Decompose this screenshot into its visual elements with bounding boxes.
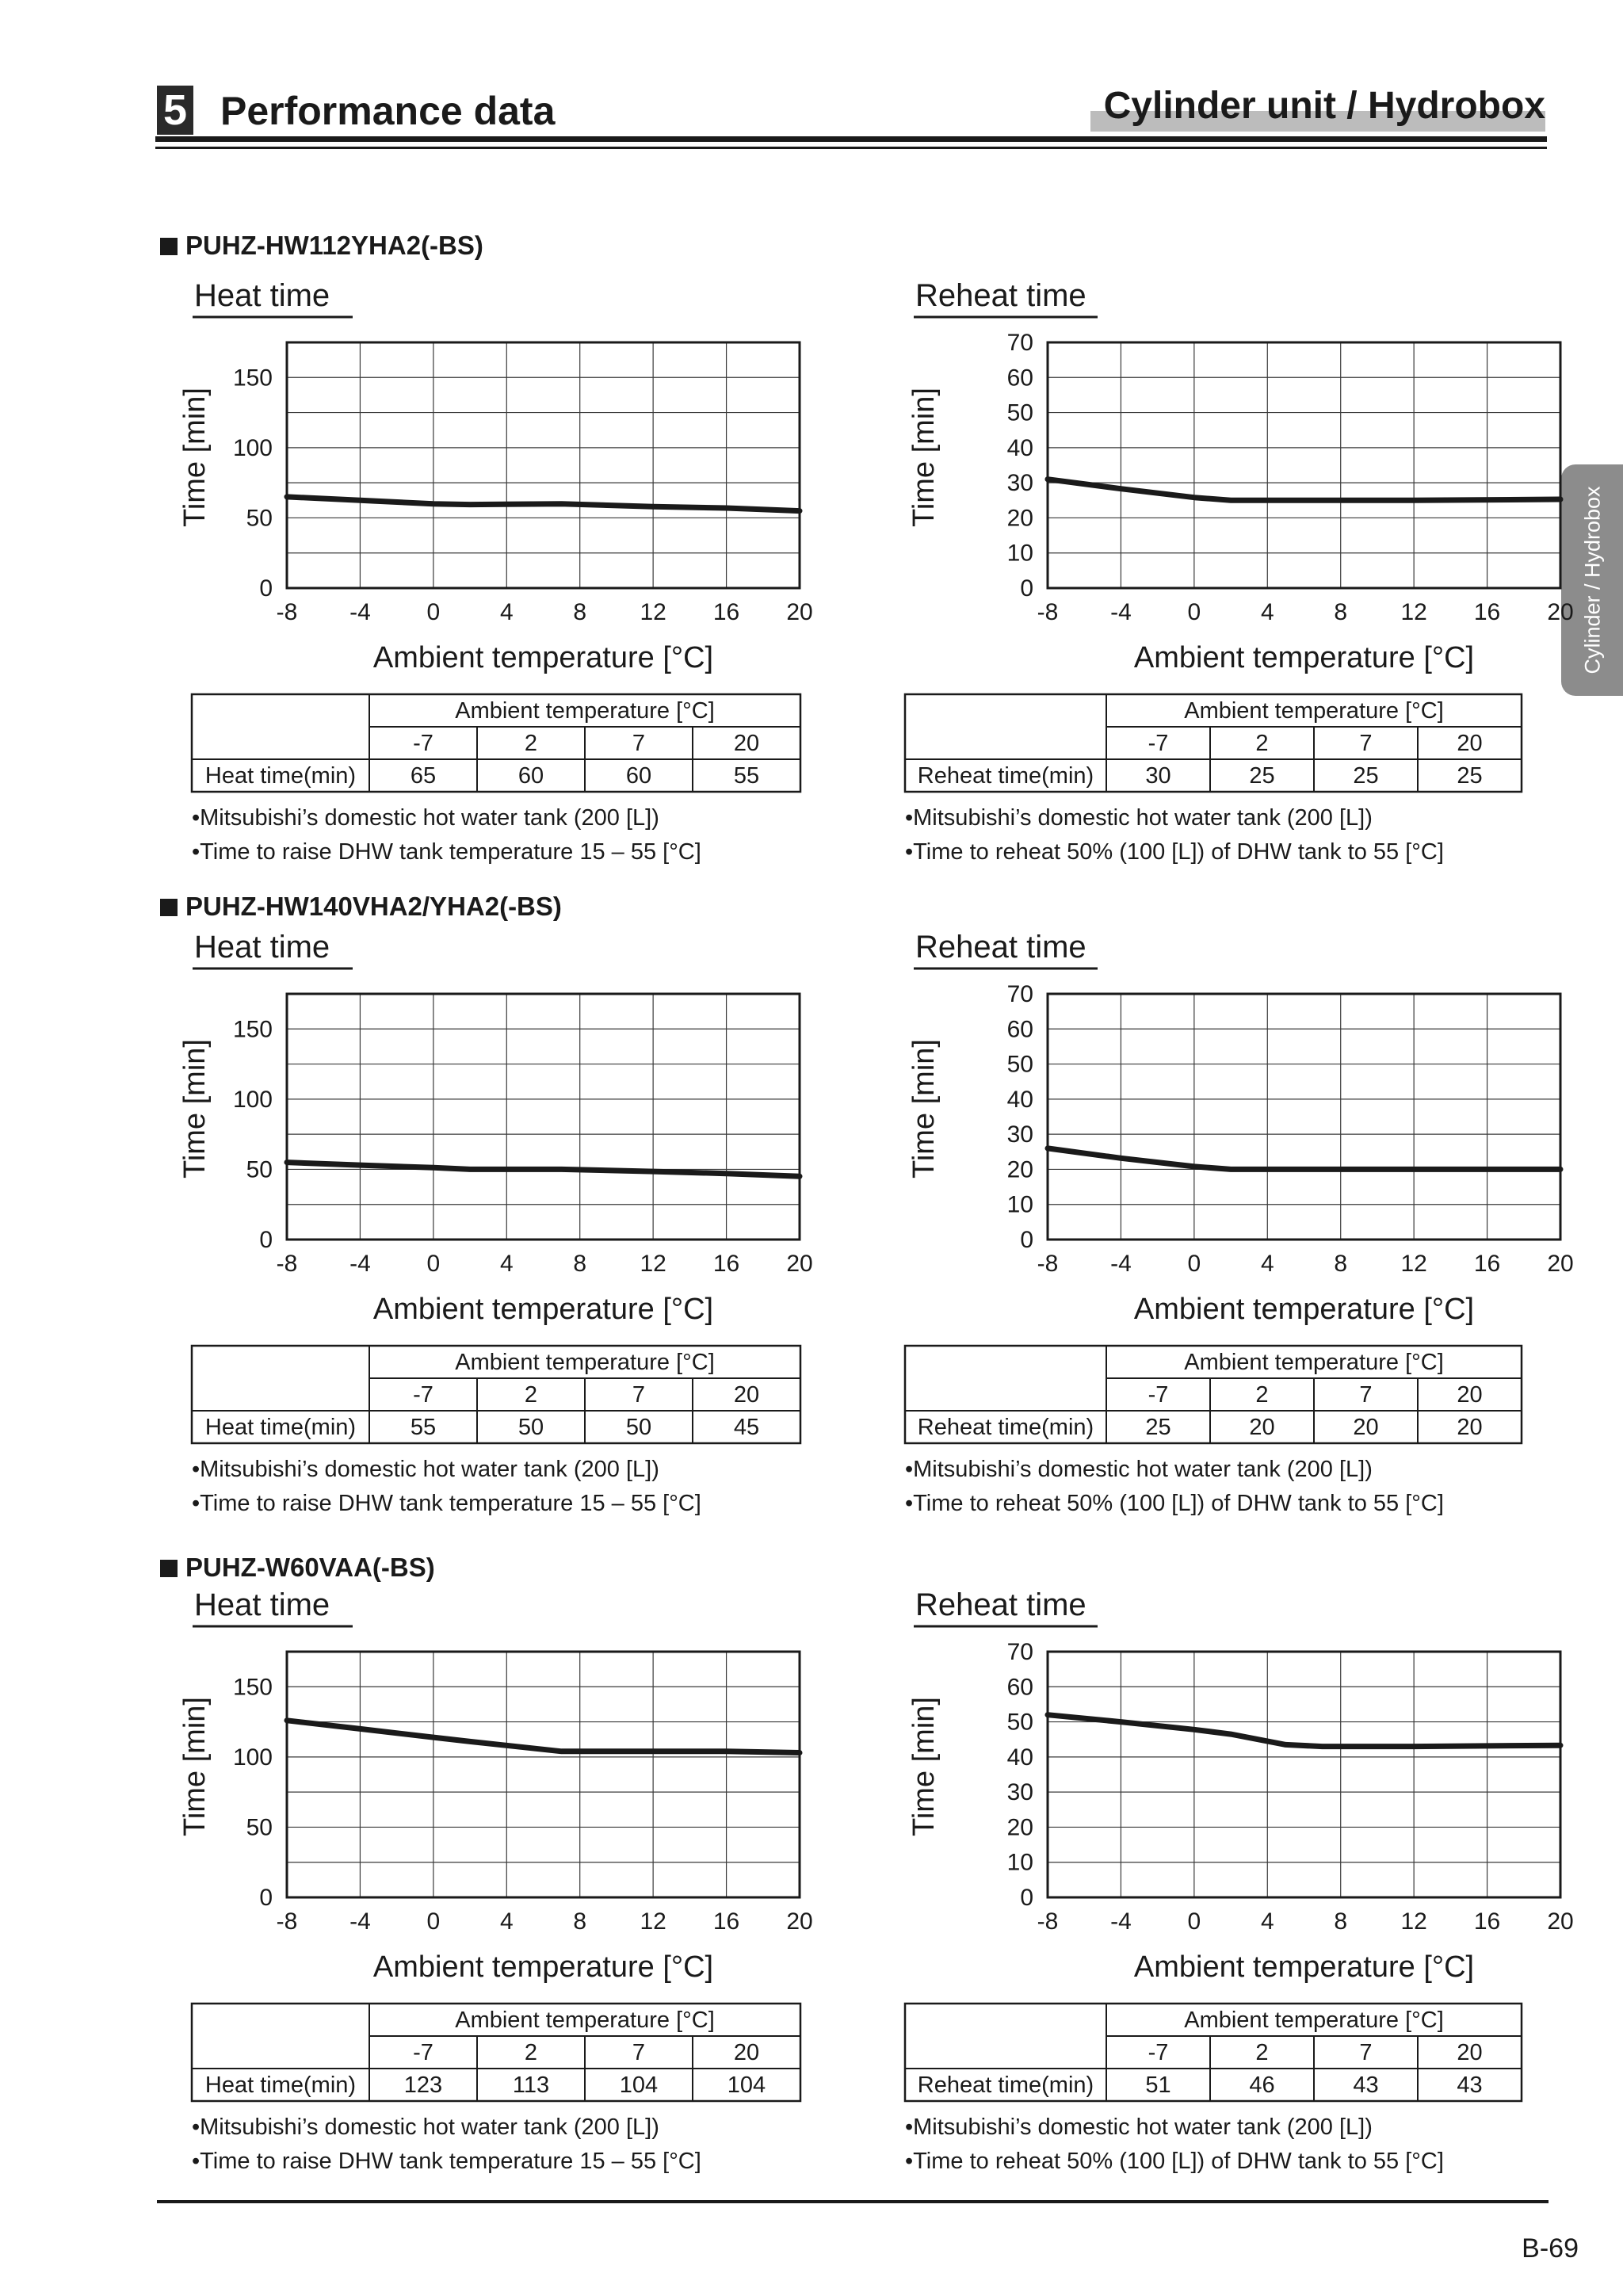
chart-note: •Time to raise DHW tank temperature 15 – 55 [°C] (192, 2149, 701, 2174)
chart-title: Reheat time (915, 1587, 1086, 1622)
x-tick-label: 4 (1260, 599, 1274, 625)
table-cell-value: 25 (1353, 763, 1379, 789)
x-tick-label: 16 (712, 1251, 740, 1277)
table-column-label: 7 (1359, 731, 1373, 756)
x-axis-label: Ambient temperature [°C] (1133, 1293, 1475, 1326)
plot-frame (287, 994, 800, 1240)
table-column-label: 2 (524, 731, 538, 756)
x-tick-label: 16 (1473, 599, 1501, 625)
y-tick-label: 20 (1006, 505, 1033, 532)
y-axis-label: Time [min] (907, 1697, 941, 1836)
x-axis-label: Ambient temperature [°C] (372, 641, 714, 674)
y-tick-label: 50 (246, 505, 273, 532)
x-tick-label: -4 (1110, 599, 1132, 625)
x-tick-label: 0 (426, 1908, 441, 1935)
x-tick-label: 8 (573, 599, 587, 625)
x-tick-label: 12 (640, 599, 666, 625)
x-tick-label: 0 (1187, 1251, 1201, 1277)
table-row-label: Heat time(min) (204, 1415, 357, 1440)
table-column-label: -7 (1148, 1382, 1169, 1408)
table-cell-value: 43 (1457, 2073, 1483, 2098)
plot-frame (287, 1652, 800, 1897)
x-axis-label: Ambient temperature [°C] (1133, 1950, 1475, 1984)
table-cell-value: 46 (1249, 2073, 1275, 2098)
y-tick-label: 70 (1006, 1639, 1033, 1665)
x-tick-label: 0 (426, 1251, 441, 1277)
side-index-tab-label: Cylinder / Hydrobox (1580, 486, 1605, 674)
y-tick-label: 40 (1006, 1086, 1033, 1113)
x-axis-label: Ambient temperature [°C] (372, 1950, 714, 1984)
table-cell-value: 43 (1353, 2073, 1379, 2098)
x-tick-label: -4 (1110, 1908, 1132, 1935)
x-tick-label: 20 (786, 1251, 813, 1277)
table-column-label: 7 (632, 731, 646, 756)
y-tick-label: 70 (1006, 330, 1033, 356)
table-column-label: 20 (733, 2040, 760, 2065)
table-column-label: 7 (632, 1382, 646, 1408)
x-axis-label: Ambient temperature [°C] (1133, 641, 1475, 674)
x-tick-label: 4 (499, 599, 514, 625)
chart-title: Reheat time (915, 930, 1086, 965)
x-tick-label: 0 (426, 599, 441, 625)
y-tick-label: 0 (259, 575, 273, 602)
y-tick-label: 20 (1006, 1156, 1033, 1183)
table-cell-value: 60 (625, 763, 652, 789)
table-column-label: 7 (632, 2040, 646, 2065)
table-column-label: 20 (1457, 731, 1483, 756)
x-tick-label: 20 (1547, 1908, 1574, 1935)
y-tick-label: 50 (1006, 399, 1033, 426)
x-tick-label: -4 (349, 1251, 371, 1277)
y-tick-label: 100 (232, 1744, 273, 1771)
x-tick-label: 0 (1187, 1908, 1201, 1935)
table-row-label: Heat time(min) (204, 763, 357, 789)
chart-note: •Mitsubishi’s domestic hot water tank (200 [L]) (905, 2115, 1373, 2140)
table-cell-value: 20 (1353, 1415, 1379, 1440)
x-tick-label: -8 (276, 1908, 298, 1935)
chart-title: Heat time (194, 278, 330, 313)
table-cell-value: 113 (512, 2073, 550, 2098)
y-axis-label: Time [min] (907, 1039, 941, 1179)
plot-frame (1048, 994, 1560, 1240)
series-line (287, 1721, 800, 1753)
model-label: PUHZ-HW112YHA2(-BS) (185, 231, 483, 260)
table-column-label: -7 (1148, 2040, 1169, 2065)
x-tick-label: 8 (573, 1251, 587, 1277)
x-tick-label: -8 (1037, 1908, 1059, 1935)
chart-title: Reheat time (915, 278, 1086, 313)
table-cell-value: 25 (1249, 763, 1275, 789)
x-tick-label: 20 (1547, 599, 1574, 625)
chart-title: Heat time (194, 930, 330, 965)
table-cell-value: 45 (733, 1415, 760, 1440)
y-tick-label: 0 (259, 1227, 273, 1253)
table-header: Ambient temperature [°C] (1184, 2008, 1444, 2033)
table-header: Ambient temperature [°C] (1184, 1350, 1444, 1375)
y-tick-label: 150 (232, 1674, 273, 1701)
table-cell-value: 104 (727, 2073, 766, 2098)
footer-rule (157, 2200, 1549, 2203)
x-tick-label: 12 (1400, 1908, 1427, 1935)
series-line (1048, 1715, 1560, 1747)
series-line (287, 497, 800, 511)
table-column-label: 2 (1255, 2040, 1269, 2065)
table-column-label: 2 (524, 2040, 538, 2065)
table-cell-value: 65 (410, 763, 437, 789)
table-cell-value: 25 (1145, 1415, 1171, 1440)
y-tick-label: 150 (232, 365, 273, 392)
y-tick-label: 0 (1020, 1227, 1033, 1253)
y-tick-label: 30 (1006, 1779, 1033, 1806)
y-tick-label: 60 (1006, 1016, 1033, 1043)
chart-note: •Mitsubishi’s domestic hot water tank (200 [L]) (905, 1457, 1373, 1482)
chart-note: •Mitsubishi’s domestic hot water tank (200 [L]) (905, 805, 1373, 831)
x-tick-label: -8 (276, 1251, 298, 1277)
x-tick-label: -8 (1037, 599, 1059, 625)
chart-title: Heat time (194, 1587, 330, 1622)
table-row-label: Reheat time(min) (917, 763, 1094, 789)
chart-note: •Time to raise DHW tank temperature 15 – 55 [°C] (192, 839, 701, 865)
x-tick-label: -8 (276, 599, 298, 625)
y-axis-label: Time [min] (178, 1697, 212, 1836)
table-cell-value: 60 (517, 763, 544, 789)
table-column-label: -7 (1148, 731, 1169, 756)
chart-note: •Time to reheat 50% (100 [L]) of DHW tank to 55 [°C] (905, 2149, 1444, 2174)
table-column-label: 2 (524, 1382, 538, 1408)
y-tick-label: 10 (1006, 540, 1033, 567)
table-column-label: 20 (1457, 1382, 1483, 1408)
y-tick-label: 100 (232, 434, 273, 461)
series-line (1048, 1148, 1560, 1170)
model-label: PUHZ-W60VAA(-BS) (185, 1553, 435, 1582)
table-column-label: 20 (733, 1382, 760, 1408)
x-tick-label: 4 (1260, 1251, 1274, 1277)
table-header: Ambient temperature [°C] (455, 2008, 715, 2033)
table-column-label: -7 (413, 2040, 433, 2065)
table-header: Ambient temperature [°C] (1184, 698, 1444, 724)
chart-note: •Time to reheat 50% (100 [L]) of DHW tank to 55 [°C] (905, 839, 1444, 865)
plot-frame (287, 342, 800, 588)
chart-note: •Mitsubishi’s domestic hot water tank (200 [L]) (192, 2115, 659, 2140)
page-number: B-69 (1522, 2233, 1579, 2264)
x-tick-label: 20 (786, 1908, 813, 1935)
y-tick-label: 50 (246, 1156, 273, 1183)
y-tick-label: 70 (1006, 981, 1033, 1007)
y-tick-label: 60 (1006, 1674, 1033, 1701)
table-row-label: Heat time(min) (204, 2073, 357, 2098)
plot-frame (1048, 342, 1560, 588)
x-axis-label: Ambient temperature [°C] (372, 1293, 714, 1326)
x-tick-label: 8 (1334, 1251, 1348, 1277)
chart-note: •Time to reheat 50% (100 [L]) of DHW tank to 55 [°C] (905, 1491, 1444, 1516)
table-cell-value: 20 (1249, 1415, 1275, 1440)
section-number-badge: 5 (157, 86, 193, 135)
x-tick-label: 0 (1187, 599, 1201, 625)
table-cell-value: 20 (1457, 1415, 1483, 1440)
x-tick-label: 12 (1400, 1251, 1427, 1277)
y-tick-label: 60 (1006, 365, 1033, 392)
table-column-label: -7 (413, 1382, 433, 1408)
x-tick-label: 4 (499, 1251, 514, 1277)
unit-title: Cylinder unit / Hydrobox (1103, 85, 1545, 127)
x-tick-label: 12 (1400, 599, 1427, 625)
table-cell-value: 104 (619, 2073, 659, 2098)
y-tick-label: 100 (232, 1086, 273, 1113)
x-tick-label: 4 (499, 1908, 514, 1935)
x-tick-label: -4 (349, 599, 371, 625)
y-tick-label: 10 (1006, 1849, 1033, 1876)
x-tick-label: 16 (712, 1908, 740, 1935)
y-tick-label: 50 (246, 1814, 273, 1841)
table-cell-value: 51 (1145, 2073, 1171, 2098)
plot-frame (1048, 1652, 1560, 1897)
table-column-label: 20 (733, 731, 760, 756)
y-tick-label: 0 (1020, 1885, 1033, 1911)
y-tick-label: 0 (259, 1885, 273, 1911)
table-column-label: 7 (1359, 1382, 1373, 1408)
table-cell-value: 123 (403, 2073, 443, 2098)
x-tick-label: 16 (712, 599, 740, 625)
chart-note: •Mitsubishi’s domestic hot water tank (200 [L]) (192, 1457, 659, 1482)
y-tick-label: 50 (1006, 1051, 1033, 1078)
x-tick-label: -4 (349, 1908, 371, 1935)
y-tick-label: 40 (1006, 434, 1033, 461)
table-cell-value: 55 (410, 1415, 437, 1440)
table-column-label: 2 (1255, 1382, 1269, 1408)
table-cell-value: 30 (1145, 763, 1171, 789)
table-cell-value: 50 (625, 1415, 652, 1440)
x-tick-label: 8 (1334, 1908, 1348, 1935)
y-tick-label: 0 (1020, 575, 1033, 602)
table-row-label: Reheat time(min) (917, 1415, 1094, 1440)
chart-note: •Time to raise DHW tank temperature 15 – 55 [°C] (192, 1491, 701, 1516)
chart-note: •Mitsubishi’s domestic hot water tank (200 [L]) (192, 805, 659, 831)
x-tick-label: 12 (640, 1908, 666, 1935)
section-title: Performance data (220, 89, 556, 133)
y-axis-label: Time [min] (907, 388, 941, 527)
y-axis-label: Time [min] (178, 1039, 212, 1179)
x-tick-label: -8 (1037, 1251, 1059, 1277)
x-tick-label: 16 (1473, 1908, 1501, 1935)
y-tick-label: 10 (1006, 1191, 1033, 1218)
table-column-label: 20 (1457, 2040, 1483, 2065)
y-axis-label: Time [min] (178, 388, 212, 527)
x-tick-label: 16 (1473, 1251, 1501, 1277)
table-cell-value: 55 (733, 763, 760, 789)
table-cell-value: 50 (517, 1415, 544, 1440)
table-cell-value: 25 (1457, 763, 1483, 789)
y-tick-label: 30 (1006, 1121, 1033, 1148)
x-tick-label: -4 (1110, 1251, 1132, 1277)
table-column-label: -7 (413, 731, 433, 756)
y-tick-label: 40 (1006, 1744, 1033, 1771)
x-tick-label: 8 (1334, 599, 1348, 625)
y-tick-label: 150 (232, 1016, 273, 1043)
model-label: PUHZ-HW140VHA2/YHA2(-BS) (185, 892, 562, 921)
y-tick-label: 20 (1006, 1814, 1033, 1841)
x-tick-label: 20 (1547, 1251, 1574, 1277)
table-column-label: 2 (1255, 731, 1269, 756)
y-tick-label: 50 (1006, 1709, 1033, 1736)
x-tick-label: 12 (640, 1251, 666, 1277)
table-column-label: 7 (1359, 2040, 1373, 2065)
table-header: Ambient temperature [°C] (455, 1350, 715, 1375)
x-tick-label: 8 (573, 1908, 587, 1935)
table-header: Ambient temperature [°C] (455, 698, 715, 724)
x-tick-label: 4 (1260, 1908, 1274, 1935)
x-tick-label: 20 (786, 599, 813, 625)
y-tick-label: 30 (1006, 470, 1033, 497)
table-row-label: Reheat time(min) (917, 2073, 1094, 2098)
